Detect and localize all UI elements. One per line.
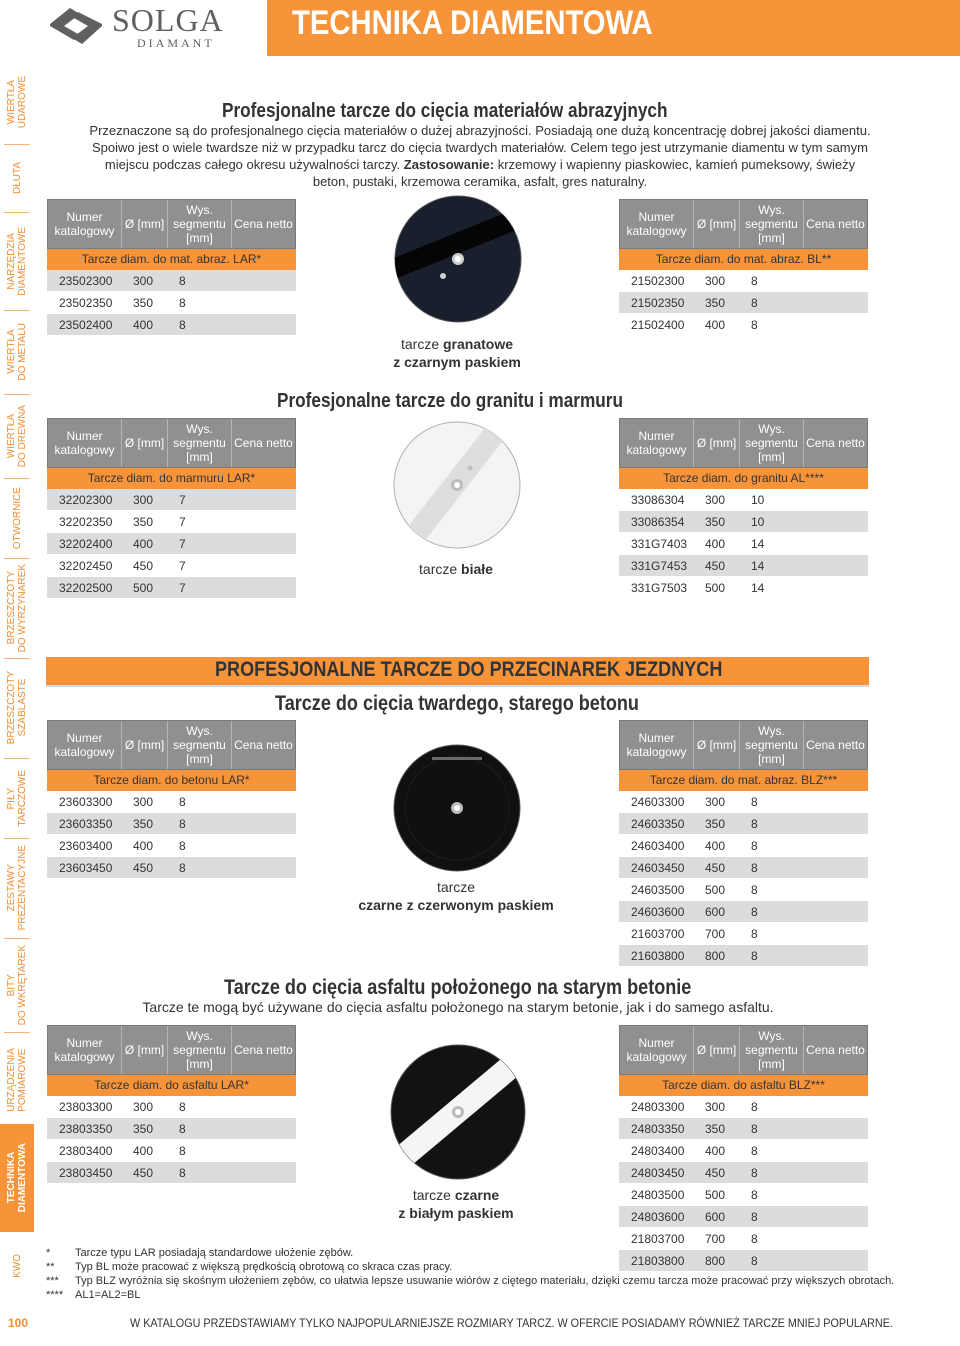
product-table-asphalt-lar xyxy=(47,1025,296,1184)
disc-black-red-stripe-image xyxy=(392,743,522,873)
table-row: 32202500 500 7 xyxy=(47,577,296,599)
product-table-asphalt-blz xyxy=(619,1025,868,1272)
table-row: 331G7403 400 14 xyxy=(619,533,868,555)
table-header: Numer katalogowy Ø [mm] Wys. segmentu [mm] Cena netto xyxy=(619,418,868,468)
page-footer-note: W KATALOGU PRZEDSTAWIAMY TYLKO NAJPOPULARNIEJSZE ROZMIARY TARCZ. W OFERCIE POSIADAMY RÓWNIEŻ TARCZE MNIEJ POPULARNE. xyxy=(130,1316,893,1330)
table-row: 32202300 300 7 xyxy=(47,489,296,511)
table-row: 21502400 400 8 xyxy=(619,314,868,336)
sidebar-item-wiertla-do-drewna[interactable]: WIERTŁA DO DREWNA xyxy=(6,404,28,468)
sidebar-item-kwo[interactable]: KWO xyxy=(11,1254,23,1278)
solga-logo-icon xyxy=(44,4,106,48)
table-row: 23502300 300 8 xyxy=(47,270,296,292)
disc-caption-black-red: tarcze czarne z czerwonym paskiem xyxy=(358,879,554,913)
table-row: 24803600 600 8 xyxy=(619,1206,868,1228)
table-row: 23603450 450 8 xyxy=(47,857,296,879)
table-row: 32202450 450 7 xyxy=(47,555,296,577)
table-subtitle: Tarcze diam. do asfaltu BLZ*** xyxy=(619,1075,868,1096)
table-row: 24603500 500 8 xyxy=(619,879,868,901)
sidebar-divider xyxy=(4,394,30,395)
section-title-concrete: Tarcze do cięcia twardego, starego betonu xyxy=(275,692,639,715)
sidebar-item-wiertla-udarowe[interactable]: WIERTŁA UDAROWE xyxy=(6,75,28,129)
sidebar-item-urzadzenia-pomiarowe[interactable]: URZĄDZENIA POMIAROWE xyxy=(6,1048,28,1112)
table-row: 24603450 450 8 xyxy=(619,857,868,879)
section-title-abrasive: Profesjonalne tarcze do cięcia materiałów abrazyjnych xyxy=(222,100,668,122)
sidebar-item-narzedzia-diamentowe[interactable]: NARZĘDZIA DIAMENTOWE xyxy=(6,226,28,296)
table-row: 21502350 350 8 xyxy=(619,292,868,314)
footnote: **** AL1=AL2=BL xyxy=(46,1289,141,1301)
table-subtitle: Tarcze diam. do asfaltu LAR* xyxy=(47,1075,296,1096)
table-row: 24603300 300 8 xyxy=(619,791,868,813)
table-row: 23803450 450 8 xyxy=(47,1162,296,1184)
table-header: Numer katalogowy Ø [mm] Wys. segmentu [mm] Cena netto xyxy=(47,720,296,770)
table-row: 23803300 300 8 xyxy=(47,1096,296,1118)
page-header xyxy=(0,0,960,56)
sidebar-item-zestawy-prezentacyjne[interactable]: ZESTAWY PREZENTACYJNE xyxy=(6,845,28,931)
sidebar-item-technika-diamentowa[interactable]: TECHNIKA DIAMENTOWA xyxy=(0,1124,34,1232)
table-row: 23603300 300 8 xyxy=(47,791,296,813)
sidebar-item-brzeszczoty-szablaste[interactable]: BRZESZCZOTY SZABLASTE xyxy=(6,671,28,745)
table-header: Numer katalogowy Ø [mm] Wys. segmentu [mm] Cena netto xyxy=(619,199,868,249)
table-row: 23502400 400 8 xyxy=(47,314,296,336)
sidebar-item-wiertla-do-metalu[interactable]: WIERTŁA DO METALU xyxy=(6,323,28,381)
product-table-abrasive-blz xyxy=(619,720,868,967)
section-divider xyxy=(46,685,869,687)
sidebar-item-otwornice[interactable]: OTWORNICE xyxy=(11,486,23,550)
table-row: 24803300 300 8 xyxy=(619,1096,868,1118)
table-row: 33086354 350 10 xyxy=(619,511,868,533)
section-description-asphalt: Tarcze te mogą być używane do cięcia asfaltu położonego na starym betonie, jak i do samego asfaltu. xyxy=(142,999,774,1015)
sidebar-divider xyxy=(4,1032,30,1033)
table-header: Numer katalogowy Ø [mm] Wys. segmentu [mm] Cena netto xyxy=(619,720,868,770)
sidebar-divider xyxy=(4,310,30,311)
product-table-concrete-lar xyxy=(47,720,296,879)
disc-caption-black-white: tarcze czarne z białym paskiem xyxy=(398,1187,514,1221)
table-subtitle: Tarcze diam. do betonu LAR* xyxy=(47,770,296,791)
table-row: 24603400 400 8 xyxy=(619,835,868,857)
disc-caption-white: tarcze białe xyxy=(419,561,493,577)
page-number: 100 xyxy=(7,1316,29,1330)
section-banner-title: PROFESJONALNE TARCZE DO PRZECINAREK JEZDNYCH xyxy=(215,658,723,681)
table-subtitle: Tarcze diam. do mat. abraz. BLZ*** xyxy=(619,770,868,791)
table-subtitle: Tarcze diam. do marmuru LAR* xyxy=(47,468,296,489)
section-description-abrasive: Przeznaczone są do profesjonalnego cięcia materiałów o dużej abrazyjności. Posiadają one dużą koncentrację dobrej jakości diamentu. Spoiwo jest o wiele twardsze niż w przypadku tarcz do cięcia twardych materiałów. Celem tego jest utrzymanie diamentu w tym samym miejscu podczas całego okresu używalności tarczy. Zastosowanie: krzemowy i wapienny piaskowiec, kamień pumeksowy, świeży beton, pustaki, krzemowa ceramika, asfalt, gres naturalny. xyxy=(89,123,871,189)
product-table-marble-lar xyxy=(47,418,296,599)
table-row: 23803400 400 8 xyxy=(47,1140,296,1162)
sidebar-divider xyxy=(4,758,30,759)
table-row: 21603800 800 8 xyxy=(619,945,868,967)
table-row: 23603400 400 8 xyxy=(47,835,296,857)
brand-name: SOLGA xyxy=(112,2,224,38)
table-row: 331G7453 450 14 xyxy=(619,555,868,577)
sidebar-divider xyxy=(4,212,30,213)
table-row: 21803800 800 8 xyxy=(619,1250,868,1272)
product-table-granite-al xyxy=(619,418,868,599)
page-title: TECHNIKA DIAMENTOWA xyxy=(292,4,653,42)
footnote: * Tarcze typu LAR posiadają standardowe ułożenie zębów. xyxy=(46,1247,354,1259)
disc-caption-navy: tarcze granatowe z czarnym paskiem xyxy=(393,336,521,370)
table-row: 24603600 600 8 xyxy=(619,901,868,923)
table-subtitle: Tarcze diam. do mat. abraz. BL** xyxy=(619,249,868,270)
sidebar-item-brzeszczoty-do-wyrzynarek[interactable]: BRZESZCZOTY DO WYRZYNAREK xyxy=(6,563,28,653)
table-row: 23603350 350 8 xyxy=(47,813,296,835)
sidebar-divider xyxy=(4,658,30,659)
sidebar-divider xyxy=(4,838,30,839)
product-table-abrasive-lar xyxy=(47,199,296,336)
zastosowanie-label: Zastosowanie: xyxy=(403,157,495,172)
sidebar-item-bity-do-wkretarek[interactable]: BITY DO WKRĘTAREK xyxy=(6,944,28,1026)
table-header: Numer katalogowy Ø [mm] Wys. segmentu [mm] Cena netto xyxy=(47,418,296,468)
product-table-abrasive-bl xyxy=(619,199,868,336)
disc-white-image xyxy=(392,420,522,550)
sidebar-item-dluta[interactable]: DŁUTA xyxy=(11,161,23,195)
table-row: 33086304 300 10 xyxy=(619,489,868,511)
footnote: *** Typ BLZ wyróżnia się skośnym ułożeniem zębów, co ułatwia lepsze usuwanie wiórów z ciętego materiału, dzięki czemu tarcza może pracować przy większych obrotach. xyxy=(46,1275,895,1287)
table-row: 24803500 500 8 xyxy=(619,1184,868,1206)
table-row: 331G7503 500 14 xyxy=(619,577,868,599)
table-row: 32202400 400 7 xyxy=(47,533,296,555)
brand-subtitle: DIAMANT xyxy=(137,36,215,50)
table-row: 24803350 350 8 xyxy=(619,1118,868,1140)
table-row: 24603350 350 8 xyxy=(619,813,868,835)
table-row: 24803400 400 8 xyxy=(619,1140,868,1162)
sidebar-item-pily-tarczowe[interactable]: PIŁY TARCZOWE xyxy=(6,769,28,827)
category-sidebar xyxy=(0,56,34,1346)
disc-navy-black-stripe-image xyxy=(393,194,523,324)
table-subtitle: Tarcze diam. do mat. abraz. LAR* xyxy=(47,249,296,270)
section-title-granite: Profesjonalne tarcze do granitu i marmuru xyxy=(277,390,623,412)
sidebar-divider xyxy=(4,938,30,939)
footnotes xyxy=(46,1246,894,1302)
table-row: 23502350 350 8 xyxy=(47,292,296,314)
sidebar-divider xyxy=(4,558,30,559)
table-row: 21502300 300 8 xyxy=(619,270,868,292)
table-header: Numer katalogowy Ø [mm] Wys. segmentu [mm] Cena netto xyxy=(47,1025,296,1075)
table-row: 23803350 350 8 xyxy=(47,1118,296,1140)
disc-black-white-stripe-image xyxy=(389,1043,527,1181)
sidebar-divider xyxy=(4,478,30,479)
table-subtitle: Tarcze diam. do granitu AL**** xyxy=(619,468,868,489)
table-row: 21603700 700 8 xyxy=(619,923,868,945)
table-row: 32202350 350 7 xyxy=(47,511,296,533)
table-header: Numer katalogowy Ø [mm] Wys. segmentu [mm] Cena netto xyxy=(619,1025,868,1075)
footnote: ** Typ BL może pracować z większą prędkością obrotową co skraca czas pracy. xyxy=(46,1261,453,1273)
table-row: 21803700 700 8 xyxy=(619,1228,868,1250)
section-title-asphalt: Tarcze do cięcia asfaltu położonego na starym betonie xyxy=(224,976,692,999)
table-header: Numer katalogowy Ø [mm] Wys. segmentu [mm] Cena netto xyxy=(47,199,296,249)
table-row: 24803450 450 8 xyxy=(619,1162,868,1184)
sidebar-divider xyxy=(4,144,30,145)
